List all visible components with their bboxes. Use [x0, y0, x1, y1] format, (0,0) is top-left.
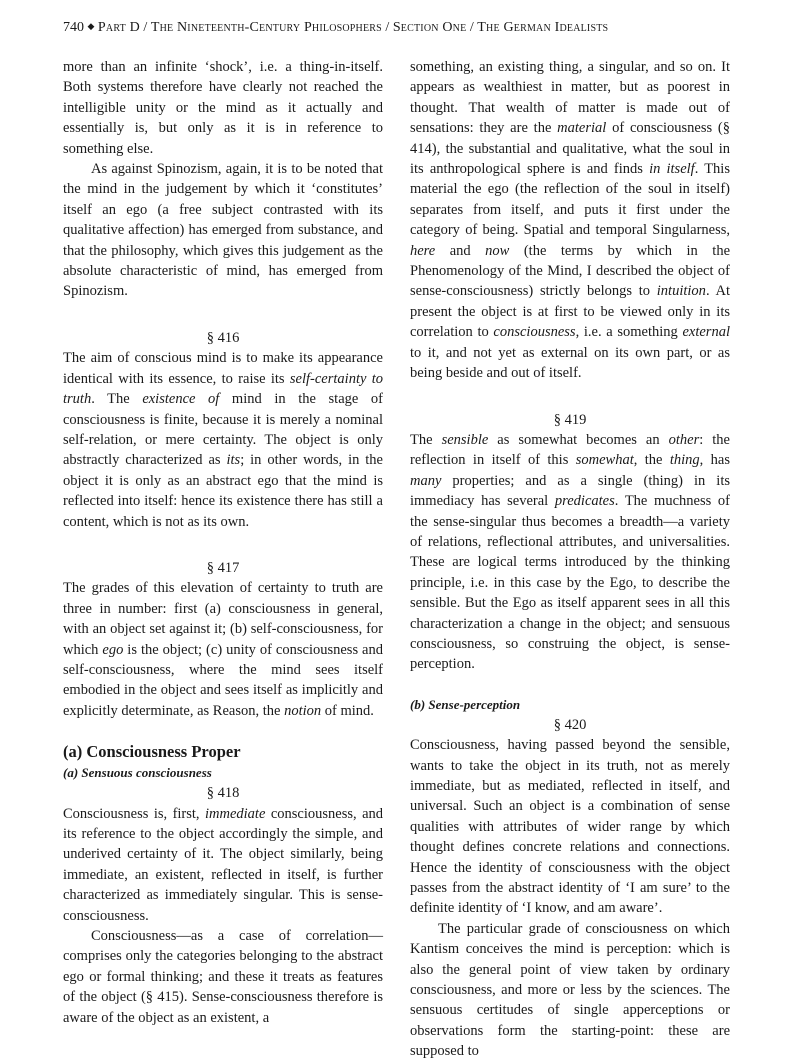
header-section-title: The German Idealists: [477, 20, 609, 35]
right-column: [410, 57, 730, 1062]
running-header: [63, 16, 733, 38]
header-divider: /: [143, 20, 148, 35]
section-418-paragraph-2: Consciousness—as a case of correlation—comprises only the categories belonging to the abstract ego or formal thinking; and these it treats as features of the object (§ 415). Sense-consciousness therefore is aware of the object as an existent, a: [63, 928, 383, 1026]
section-418-text: Consciousness is, first, immediate consciousness, and its reference to the object accordingly the simple, and underived certainty of it. The object similarly, being immediate, an existent, reflected in itself, is further characterized as immediately singular. This is sense-consciousness.: [63, 805, 384, 924]
section-420-heading: § 420: [553, 716, 587, 733]
section-416-text: The aim of conscious mind is to make its appearance identical with its essence, to raise its self-certainty to truth. The existence of mind in the stage of consciousness is finite, because it is merely a nominal self-relation, or mere certainty. The object is only abstractly characterized as its; in other words, in the object it is only as an abstract ego that the mind is reflected into itself: hence its existence there has still a content, which is not as its own.: [63, 350, 384, 530]
section-416-heading: § 416: [206, 329, 240, 346]
page-number: 740: [63, 20, 84, 35]
header-section: Section One: [392, 20, 467, 35]
section-419-heading: § 419: [553, 411, 587, 428]
section-417-heading: § 417: [206, 559, 240, 576]
section-419-text: The sensible as somewhat becomes an other: the reflection in itself of this somewhat, the thing, has many properties; and as a single (thing) in its immediacy has several predicates. The muchness of the sense-singular thus becomes a breadth—a variety of relations, reflectional attributes, and universalities. These are logical terms introduced by the thinking principle, i.e. in this case by the Ego, to describe the sensible. But the Ego as itself apparent sees in all this characterization a change in the object; and sensuous consciousness, so construing the object, is sense-perception.: [410, 431, 731, 673]
header-part: Part D: [97, 20, 140, 35]
header-part-title: The Nineteenth-Century Philosophers: [150, 20, 382, 35]
paragraph-continued: more than an infinite ‘shock’, i.e. a thing-in-itself. Both systems therefore have clearly not reached the intelligible unity or the mind as it actually and essentially is, but only as it is in reference to something else.: [63, 59, 383, 157]
paragraph-sense-object: something, an existing thing, a singular, and so on. It appears as wealthiest in matter, but as poorest in thought. That wealth of matter is made out of sensations: they are the material of consciousness (§ 414), the substantial and qualitative, what the soul in its anthropological sphere is and finds in itself. This material the ego (the reflection of the soul in itself) separates from itself, and puts it first under the category of being. Spatial and temporal Singularness, here and now (the terms by which in the Phenomenology of the Mind, I described the object of sense-consciousness) strictly belongs to intuition. At present the object is at first to be viewed only in its correlation to consciousness, i.e. a something external to it, and not yet as external on its own part, or as being beside and out of itself.: [410, 59, 731, 382]
diamond-icon: ◆: [87, 21, 95, 31]
section-420-paragraph-2: The particular grade of consciousness on which Kantism conceives the mind is perception: which is also the general point of view taken by ordinary consciousness, and more or less by the sciences. The sensuous certitudes of single apperceptions or observations form the starting-point: these are supposed to: [410, 920, 730, 1060]
section-418-heading: § 418: [206, 785, 240, 802]
section-417-text: The grades of this elevation of certainty to truth are three in number: first (a) consciousness in general, with an object set against it; (b) self-consciousness, for which ego is the object; (c) unity of consciousness and self-consciousness, where the mind sees itself embodied in the object and sees itself as implicitly and explicitly determinate, as Reason, the notion of mind.: [63, 580, 383, 719]
subheading-sense-perception: (b) Sense-perception: [410, 696, 521, 712]
subheading-sensuous-consciousness: (a) Sensuous consciousness: [63, 765, 212, 781]
header-divider: /: [385, 20, 390, 35]
header-divider: /: [469, 20, 474, 35]
left-column: [63, 57, 383, 1028]
paragraph-spinozism: As against Spinozism, again, it is to be noted that the mind in the judgement by which it ‘constitutes’ itself an ego (a free subject contrasted with its qualitative affection) has emerged from substance, and that the philosophy, which gives this judgement as the absolute characteristic of mind, has emerged from Spinozism.: [63, 161, 383, 300]
section-420-text: Consciousness, having passed beyond the sensible, wants to take the object in its truth, not as merely immediate, but as mediated, reflected in itself, and universal. Such an object is a combination of sense qualities with attributes of wider range by which thought defines concrete relations and connections. Hence the identity of consciousness with the object passes from the abstract identity of ‘I am sure’ to the definite identity of ‘I know, and am aware’.: [410, 737, 730, 917]
heading-consciousness-proper: (a) Consciousness Proper: [63, 742, 241, 762]
